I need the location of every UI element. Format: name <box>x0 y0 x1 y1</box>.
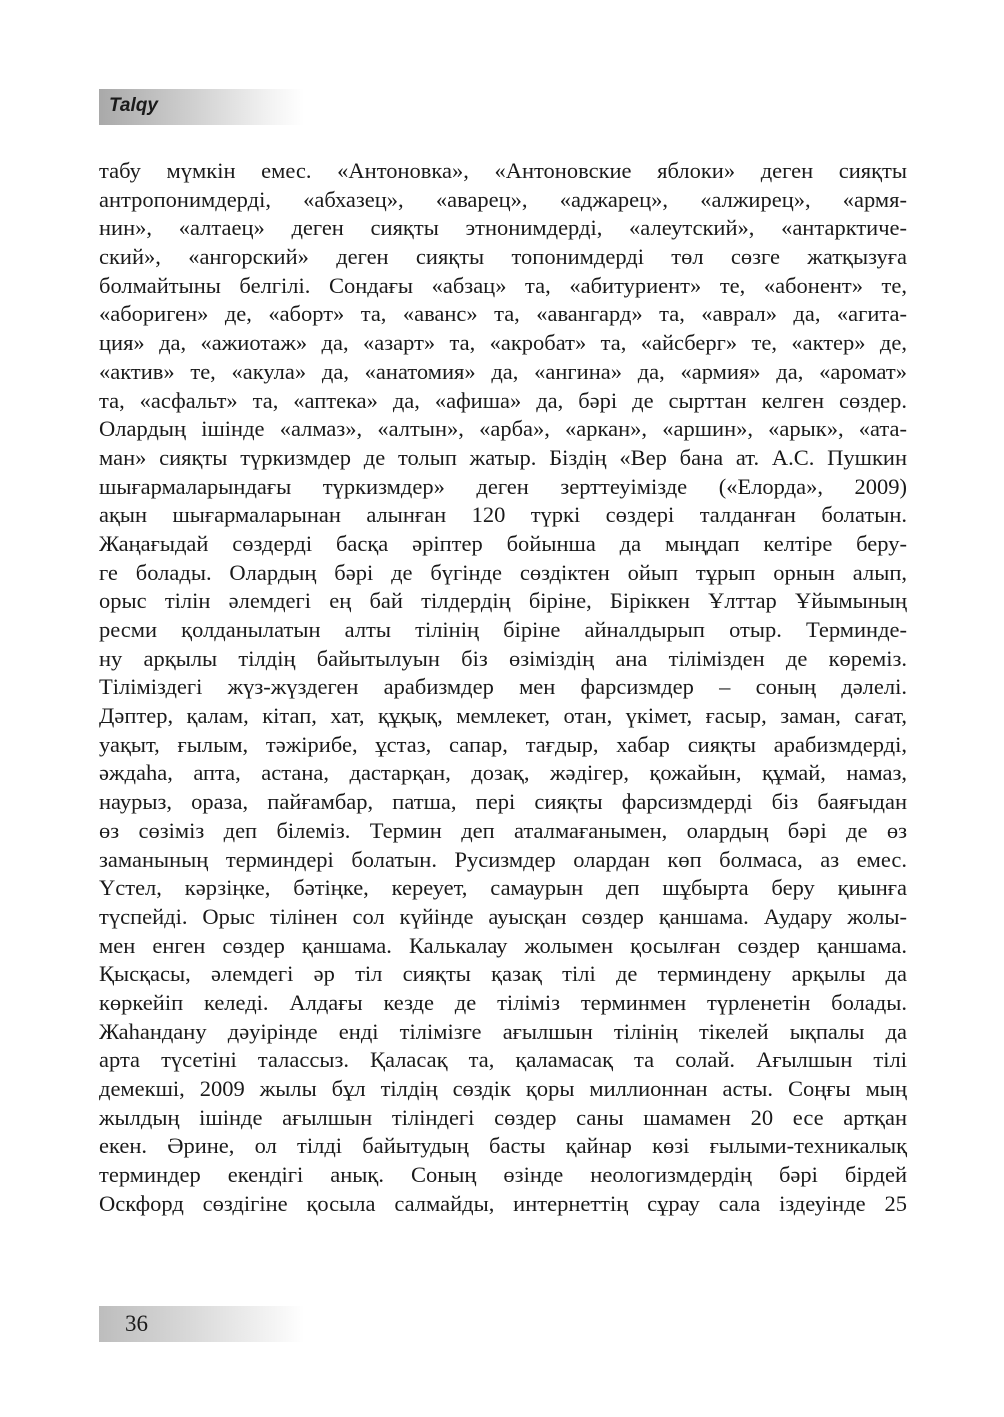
text-line: ция» да, «ажиотаж» да, «азарт» та, «акробат» та, «айсберг» те, «актер» де, <box>99 330 907 356</box>
text-line: Үстел, кәрзіңке, бәтіңке, кереует, самаурын деп шұбырта беру қиынға <box>99 875 907 901</box>
text-line: жылдың ішінде ағылшын тіліндегі сөздер саны шамамен 20 есе артқан <box>99 1104 907 1130</box>
page-number: 36 <box>125 1311 148 1336</box>
text-line: нин», «алтаец» деген сияқты этнонимдерді, «алеутский», «антарктиче- <box>99 215 907 241</box>
text-line: әждаһа, апта, астана, дастарқан, дозақ, жәдігер, қожайын, құмай, намаз, <box>99 760 907 786</box>
text-line: арта түсетіні талассыз. Қаласақ та, қаламасақ та солай. Ағылшын тілі <box>99 1047 907 1073</box>
text-line: ман» сияқты түркизмдер де толып жатыр. Біздің «Вер бана ат. А.С. Пушкин <box>99 444 907 470</box>
text-line: мен енген сөздер қаншама. Калькалау жолымен қосылған сөздер қаншама. <box>99 932 907 958</box>
text-line: наурыз, ораза, пайғамбар, патша, пері сияқты фарсизмдерді біз баяғыдан <box>99 789 907 815</box>
page-footer <box>99 1306 304 1342</box>
text-line: терминдер екендігі анық. Соның өзінде неологизмдердің бәрі бірдей <box>99 1162 907 1188</box>
text-line: екен. Әрине, ол тілді байытудың басты қайнар көзі ғылыми-техникалық <box>99 1133 907 1159</box>
text-line: уақыт, ғылым, тәжірибе, ұстаз, сапар, тағдыр, хабар сияқты арабизмдерді, <box>99 731 907 757</box>
body-text <box>99 157 907 1218</box>
text-line: ресми қолданылатын алты тілінің біріне айналдырып отыр. Терминде- <box>99 617 907 642</box>
text-line: болмайтыны белгілі. Сондағы «абзац» та, «абитуриент» те, «абонент» те, <box>99 272 907 298</box>
text-line: ақын шығармаларынан алынған 120 түркі сөздері талданған болатын. <box>99 502 907 528</box>
text-line: ский», «ангорский» деген сияқты топонимдерді төл сөзге жатқызуға <box>99 244 907 270</box>
text-line: Олардың ішінде «алмаз», «алтын», «арба», «аркан», «аршин», «арык», «ата- <box>99 416 907 442</box>
text-line: Оскфорд сөздігіне қосыла салмайды, интернеттің сұрау сала іздеуінде 25 <box>99 1190 907 1216</box>
text-line: ну арқылы тілдің байытылуын біз өзіміздің ана тілімізден де көреміз. <box>99 645 907 671</box>
running-header <box>99 89 304 125</box>
text-line: антропонимдерді, «абхазец», «аварец», «аджарец», «алжирец», «армя- <box>99 186 907 212</box>
text-line: «актив» те, «акула» да, «анатомия» да, «ангина» да, «армия» да, «аромат» <box>99 358 907 384</box>
text-line: орыс тілін әлемдегі ең бай тілдердің біріне, Біріккен Ұлттар Ұйымының <box>99 588 907 614</box>
text-line: Дәптер, қалам, кітап, хат, құқық, мемлекет, отан, үкімет, ғасыр, заман, сағат, <box>99 703 907 729</box>
text-line: көркейіп келеді. Алдағы кезде де тіліміз терминмен түрленетін болады. <box>99 989 907 1015</box>
text-line: Қысқасы, әлемдегі әр тіл сияқты қазақ тілі де терминдену арқылы да <box>99 961 907 987</box>
text-line: Жаңағыдай сөздерді басқа әріптер бойынша да мыңдап келтіре беру- <box>99 530 907 556</box>
text-line: та, «асфальт» та, «аптека» да, «афиша» да, бәрі де сырттан келген сөздер. <box>99 387 907 413</box>
text-line: Жаһандану дәуірінде енді тілімізге ағылшын тілінің тікелей ықпалы да <box>99 1018 907 1044</box>
text-line: заманының терминдері болатын. Русизмдер олардан көп болмаса, аз емес. <box>99 846 907 872</box>
text-line: «абориген» де, «аборт» та, «аванс» та, «авангард» та, «аврал» да, «агита- <box>99 301 907 327</box>
text-line: ге болады. Олардың бәрі де бүгінде сөздіктен ойып тұрып орнын алып, <box>99 559 907 585</box>
text-line: түспейді. Орыс тілінен сол күйінде ауысқан сөздер қаншама. Аудару жолы- <box>99 903 907 929</box>
text-line: өз сөзіміз деп білеміз. Термин деп аталмағанымен, олардың бәрі де өз <box>99 817 907 843</box>
text-line: Тіліміздегі жүз-жүздеген арабизмдер мен фарсизмдер – соның дәлелі. <box>99 674 907 700</box>
text-line: табу мүмкін емес. «Антоновка», «Антоновские яблоки» деген сияқты <box>99 158 907 183</box>
text-line: демекші, 2009 жылы бұл тілдің сөздік қоры миллионнан асты. Соңғы мың <box>99 1076 907 1101</box>
running-header-title: Talqy <box>109 95 158 116</box>
text-line: шығармаларындағы түркизмдер» деген зерттеуімізде («Елорда», 2009) <box>99 473 907 499</box>
